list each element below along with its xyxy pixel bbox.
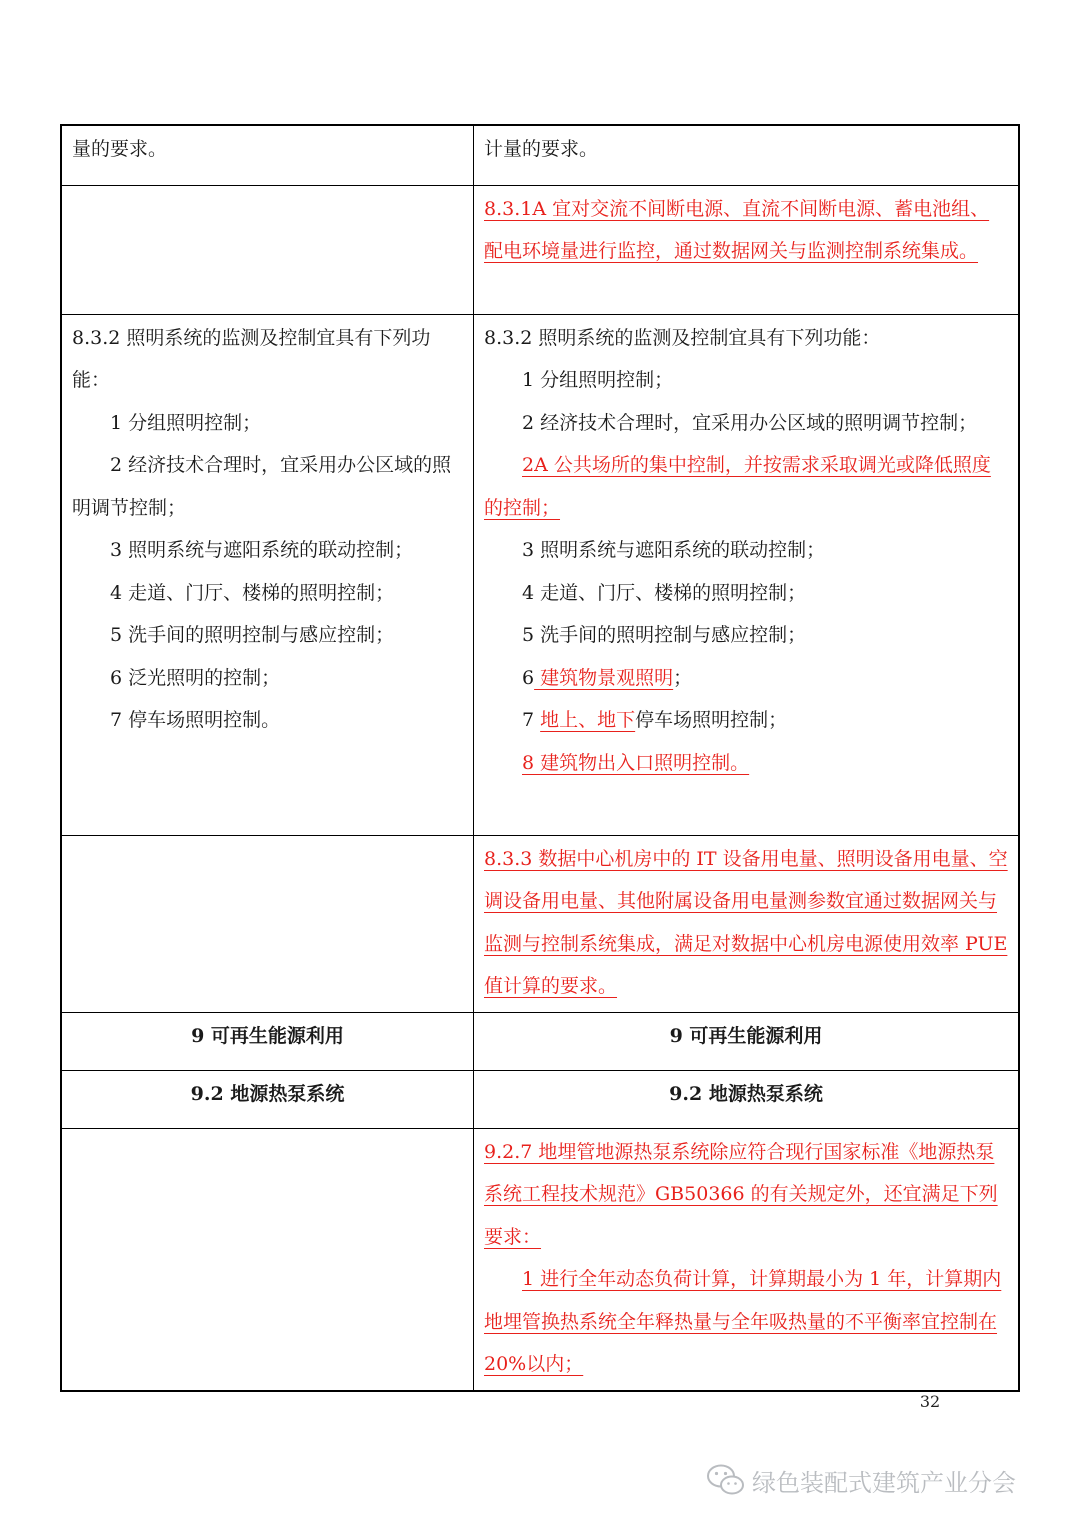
list-item: 6 建筑物景观照明；	[522, 666, 693, 689]
list-item: 5 洗手间的照明控制与感应控制；	[522, 624, 807, 646]
list-item: 6 泛光照明的控制；	[110, 666, 281, 689]
added-item-2a: 2A 公共场所的集中控制，并按需求采取调光或降低照度的控制；	[484, 454, 991, 519]
section-heading: 9.2 地源热泵系统	[61, 1070, 474, 1128]
clause-9-2-7: 9.2.7 地埋管地源热泵系统除应符合现行国家标准《地源热泵系统工程技术规范》GB50366 的有关规定外，还宜满足下列要求：	[484, 1140, 998, 1248]
original-cell: 量的要求。	[61, 125, 474, 185]
table-row	[61, 1128, 1019, 1391]
section-heading: 9.2 地源热泵系统	[474, 1070, 1020, 1128]
list-item: 4 走道、门厅、楼梯的照明控制；	[522, 581, 807, 604]
list-item: 5 洗手间的照明控制与感应控制；	[110, 624, 395, 646]
table-row	[61, 835, 1019, 1012]
watermark-text: 绿色装配式建筑产业分会	[752, 1468, 1016, 1497]
list-item: 1 分组照明控制；	[522, 369, 674, 391]
original-cell	[61, 314, 474, 835]
list-item: 3 照明系统与遮阳系统的联动控制；	[110, 539, 414, 561]
revised-cell	[474, 185, 1020, 314]
original-cell	[61, 835, 474, 1012]
list-item	[484, 444, 1008, 529]
revised-cell	[474, 1128, 1020, 1391]
watermark	[706, 1460, 1016, 1500]
chapter-heading: 9 可再生能源利用	[474, 1012, 1020, 1070]
added-item-8: 8 建筑物出入口照明控制。	[522, 751, 750, 774]
comparison-table	[60, 124, 1020, 1392]
table-row	[61, 185, 1019, 314]
clause-8-3-1a: 8.3.1A 宜对交流不间断电源、直流不间断电源、蓄电池组、配电环境量进行监控，通过数据网关与监测控制系统集成。	[484, 197, 990, 262]
revised-cell	[474, 835, 1020, 1012]
clause-heading: 8.3.2 照明系统的监测及控制宜具有下列功能：	[484, 326, 881, 349]
list-item	[484, 742, 1008, 785]
added-text: 建筑物景观照明	[534, 666, 674, 689]
list-item: 1 进行全年动态负荷计算，计算期最小为 1 年，计算期内地埋管换热系统全年释热量与全年吸热量的不平衡率宜控制在 20%以内；	[484, 1268, 1002, 1375]
original-cell	[61, 185, 474, 314]
chapter-heading: 9 可再生能源利用	[61, 1012, 474, 1070]
wechat-icon	[706, 1463, 746, 1497]
list-item: 2 经济技术合理时，宜采用办公区域的照明调节控制；	[72, 454, 452, 519]
revised-cell	[474, 314, 1020, 835]
page-number: 32	[919, 1392, 941, 1411]
table-row	[61, 314, 1019, 835]
revised-cell: 计量的要求。	[474, 125, 1020, 185]
list-item: 3 照明系统与遮阳系统的联动控制；	[522, 539, 826, 561]
list-item: 1 分组照明控制；	[110, 411, 262, 434]
list-item: 7 地上、地下停车场照明控制；	[522, 709, 788, 731]
table-row	[61, 1070, 1019, 1128]
clause-8-3-3: 8.3.3 数据中心机房中的 IT 设备用电量、照明设备用电量、空调设备用电量、其他附属设备用电量测参数宜通过数据网关与监测与控制系统集成，满足对数据中心机房电源使用效率 PUE 值计算的要求。	[484, 847, 1008, 997]
table-row	[61, 125, 1019, 185]
original-cell	[61, 1128, 474, 1391]
list-item: 7 停车场照明控制。	[110, 709, 281, 731]
added-text: 地上、地下	[540, 709, 636, 731]
clause-heading: 8.3.2 照明系统的监测及控制宜具有下列功能：	[72, 326, 431, 391]
list-item: 2 经济技术合理时，宜采用办公区域的照明调节控制；	[522, 411, 978, 434]
list-item: 4 走道、门厅、楼梯的照明控制；	[110, 581, 395, 604]
table-row	[61, 1012, 1019, 1070]
